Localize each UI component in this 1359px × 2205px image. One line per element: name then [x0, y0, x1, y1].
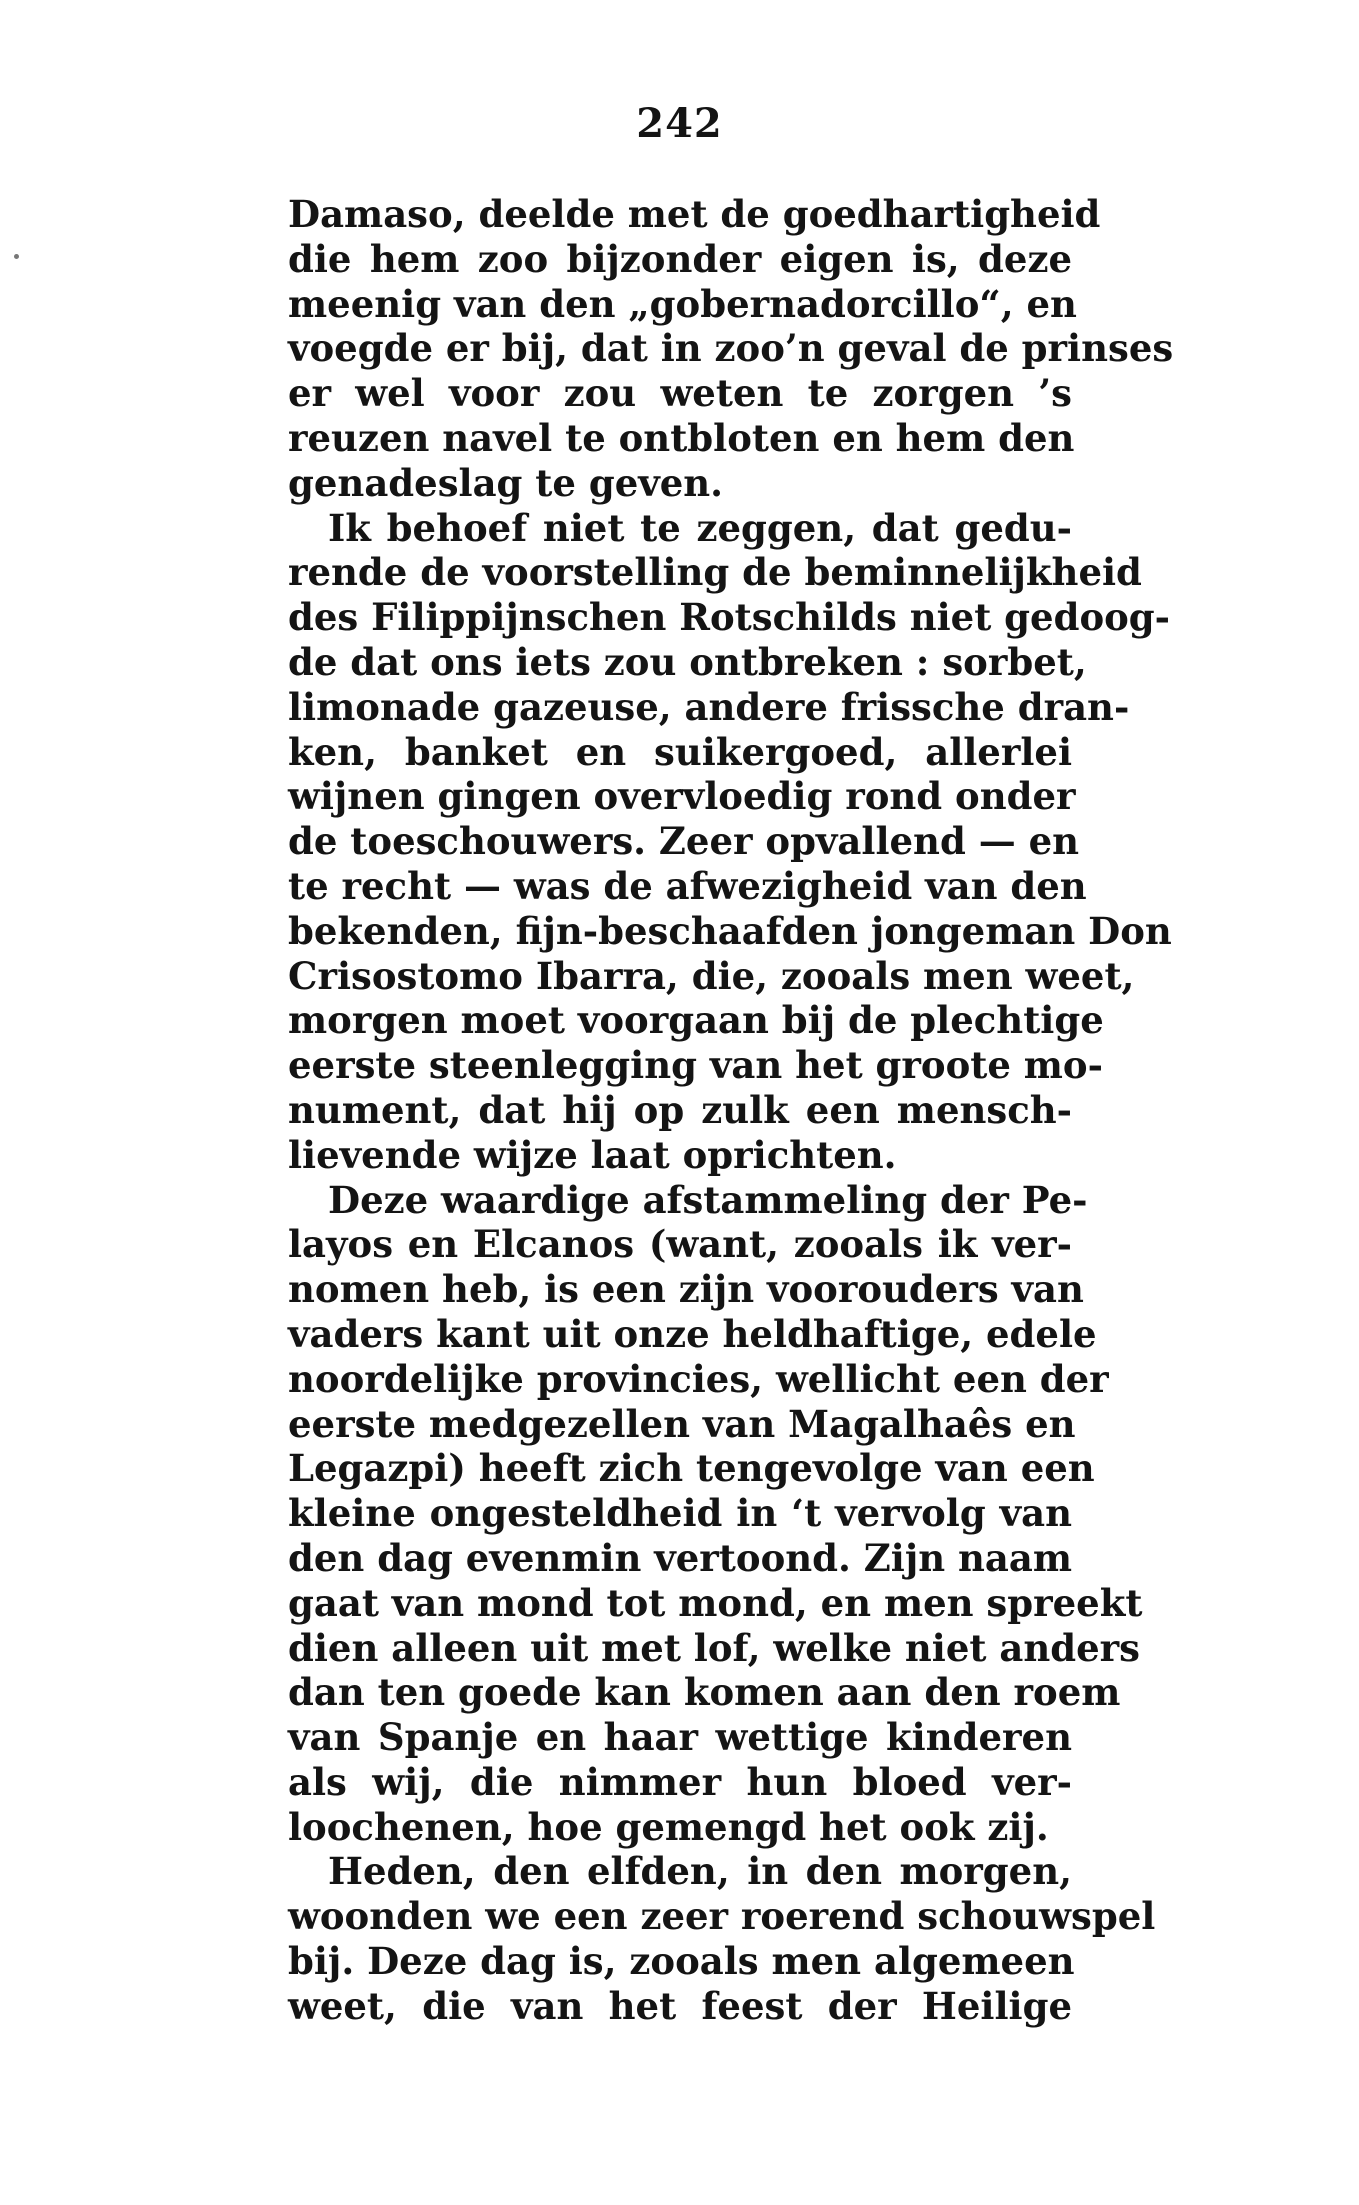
text-line: limonade gazeuse, andere frissche dran- [288, 684, 1130, 729]
text-line: nument, dat hij op zulk een mensch- [288, 1087, 1072, 1132]
text-line: lievende wijze laat oprichten. [288, 1132, 897, 1177]
text-line: de dat ons iets zou ontbreken : sorbet, [288, 639, 1087, 684]
text-line: Damaso, deelde met de goedhartigheid [288, 192, 1101, 236]
text-line: wijnen gingen overvloedig rond onder [288, 774, 1076, 819]
text-line: Ik behoef niet te zeggen, dat gedu- [328, 505, 1072, 550]
text-line: de toeschouwers. Zeer opvallend — en [288, 819, 1080, 864]
text-line: meenig van den „gobernadorcillo“, en [288, 281, 1077, 326]
text-line: Deze waardige afstammeling der Pe- [328, 1177, 1088, 1222]
text-line: woonden we een zeer roerend schouwspel [288, 1894, 1156, 1939]
text-line: eerste medgezellen van Magalhaês en [288, 1401, 1076, 1446]
text-line: voegde er bij, dat in zoo’n geval de prinses [288, 326, 1174, 371]
text-line: rende de voorstelling de beminnelijkheid [288, 550, 1142, 595]
text-line: des Filippijnschen Rotschilds niet gedoog- [288, 595, 1171, 640]
text-line: loochenen, hoe gemengd het ook zij. [288, 1804, 1049, 1849]
text-line: van Spanje en haar wettige kinderen [288, 1715, 1072, 1760]
text-line: nomen heb, is een zijn voorouders van [288, 1267, 1084, 1312]
text-line: reuzen navel te ontbloten en hem den [288, 415, 1075, 460]
text-line: er wel voor zou weten te zorgen ’s [288, 371, 1072, 416]
text-line: morgen moet voorgaan bij de plechtige [288, 998, 1104, 1043]
text-line: genadeslag te geven. [288, 460, 724, 505]
text-line: die hem zoo bijzonder eigen is, deze [288, 236, 1072, 281]
text-line: bij. Deze dag is, zooals men algemeen [288, 1939, 1075, 1984]
text-line: te recht — was de afwezigheid van den [288, 863, 1087, 908]
body-text [288, 192, 1174, 2029]
text-line: Crisostomo Ibarra, die, zooals men weet, [288, 953, 1135, 998]
text-line: als wij, die nimmer hun bloed ver- [288, 1759, 1072, 1804]
text-line: den dag evenmin vertoond. Zijn naam [288, 1535, 1073, 1580]
text-line: dan ten goede kan komen aan den roem [288, 1670, 1121, 1715]
text-line: Legazpi) heeft zich tengevolge van een [288, 1446, 1095, 1491]
text-line: Heden, den elfden, in den morgen, [328, 1849, 1072, 1894]
text-line: ken, banket en suikergoed, allerlei [288, 729, 1072, 774]
text-line: layos en Elcanos (want, zooals ik ver- [288, 1222, 1072, 1267]
text-line: gaat van mond tot mond, en men spreekt [288, 1580, 1143, 1625]
text-line: weet, die van het feest der Heilige [288, 1983, 1072, 2028]
text-line: vaders kant uit onze heldhaftige, edele [288, 1311, 1097, 1356]
margin-speck [14, 254, 19, 259]
page-number: 242 [636, 100, 723, 147]
text-line: kleine ongesteldheid in ‘t vervolg van [288, 1491, 1072, 1536]
text-line: noordelijke provincies, wellicht een der [288, 1356, 1109, 1401]
text-line: eerste steenlegging van het groote mo- [288, 1043, 1103, 1088]
text-line: dien alleen uit met lof, welke niet anders [288, 1625, 1140, 1670]
text-line: bekenden, fijn-beschaafden jongeman Don [288, 908, 1172, 953]
